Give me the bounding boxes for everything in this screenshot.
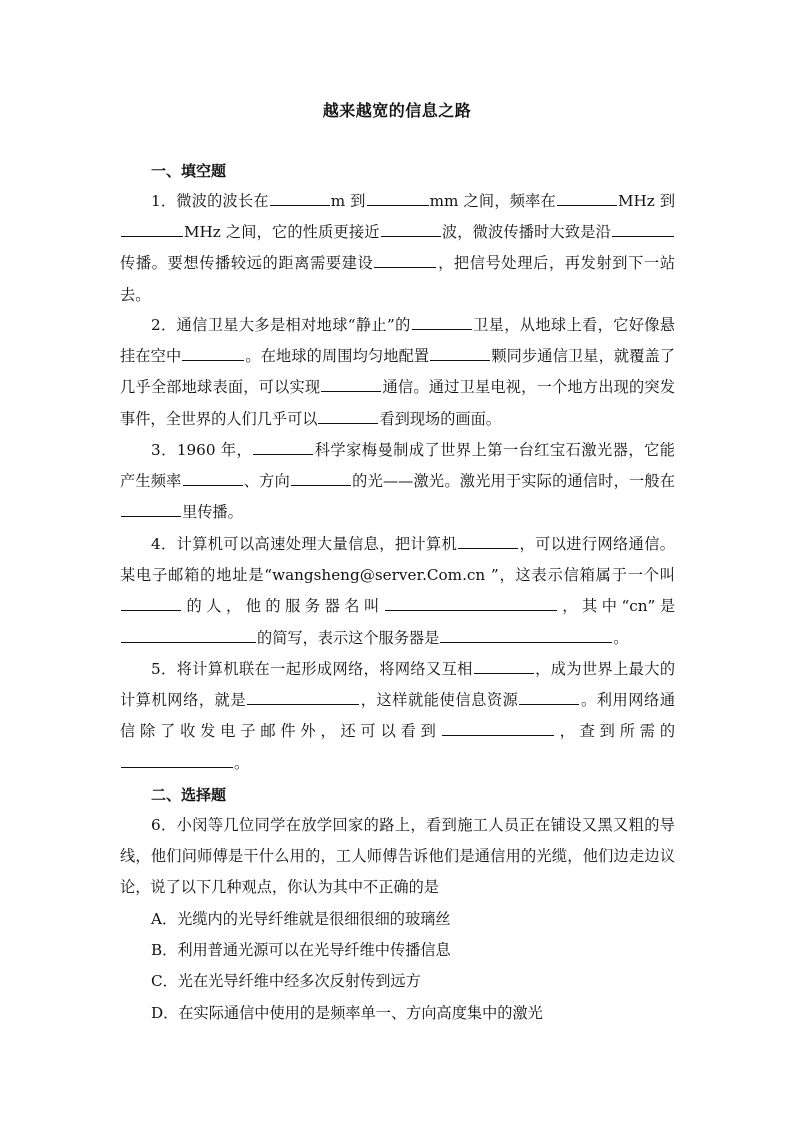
answer-blank [253, 440, 313, 455]
question-5-text: 。利用网络通信除了收发电子邮件外，还可以看到 [120, 691, 676, 741]
answer-blank [557, 191, 617, 206]
answer-blank [381, 222, 441, 237]
answer-blank [121, 596, 181, 611]
question-3 [120, 435, 675, 529]
question-3-text: 3．1960 年， [151, 441, 253, 459]
answer-blank [121, 502, 181, 517]
answer-blank [121, 628, 256, 643]
question-3-text: 、方向 [243, 472, 290, 491]
question-4-text: ，可以进行网络通信。某电子邮箱的地址是“wangsheng@server.Com.cn ”，这表示信箱属于一个叫 [120, 535, 675, 585]
answer-blank [430, 346, 490, 361]
question-4-text: 。 [613, 628, 629, 647]
section-heading-fill-in: 一、填空题 [151, 162, 227, 180]
answer-blank [519, 690, 579, 705]
answer-blank [367, 191, 429, 206]
question-2 [120, 310, 675, 435]
question-5-text: ，查到所需的 [554, 722, 676, 741]
question-5 [120, 654, 675, 779]
question-4 [120, 529, 675, 654]
answer-blank [318, 409, 378, 424]
option-a: A．光缆内的光导纤维就是很细很细的玻璃丝 [151, 910, 451, 928]
answer-blank [182, 346, 244, 361]
answer-blank [247, 690, 359, 705]
question-1-text: MHz 之间，它的性质更接近 [184, 223, 380, 242]
question-1-text: 1．微波的波长在 [151, 192, 269, 210]
question-3-text: 科学家梅曼制成了世界上第一台红宝石激光器，它能产生频率 [120, 441, 675, 491]
question-2-text: 2．通信卫星大多是相对地球“静止”的 [151, 316, 411, 334]
question-4-text: ，其中“cn”是 [557, 597, 676, 616]
answer-blank [183, 471, 243, 486]
question-4-text: 的简写，表示这个服务器是 [257, 628, 440, 647]
question-5-text: 5．将计算机联在一起形成网络，将网络又互相 [151, 660, 473, 678]
question-5-text: 。 [234, 753, 250, 772]
question-1-text: MHz 到 [617, 192, 676, 210]
question-5-text: ，这样就能使信息资源 [360, 691, 519, 710]
question-1 [120, 186, 675, 311]
answer-blank [474, 659, 534, 674]
question-6-stem: 6．小闵等几位同学在放学回家的路上，看到施工人员正在铺设又黑又粗的导线，他们问师傅是干什么用的，工人师傅告诉他们是通信用的光缆，他们边走边议论，说了以下几种观点，你认为其中不正确的是 [120, 816, 675, 897]
answer-blank [612, 222, 674, 237]
option-d: D．在实际通信中使用的是频率单一、方向高度集中的激光 [151, 1004, 543, 1022]
question-1-text: 传播。要想传播较远的距离需要建设 [120, 254, 374, 273]
answer-blank [458, 534, 518, 549]
question-1-text: m 到 [330, 192, 366, 210]
section-heading-multiple-choice: 二、选择题 [151, 786, 227, 804]
question-4-text: 4．计算机可以高速处理大量信息，把计算机 [151, 535, 458, 553]
question-1-text: 波，微波传播时大致是沿 [441, 223, 612, 242]
question-1-text: mm 之间，频率在 [429, 192, 556, 210]
question-3-text: 里传播。 [182, 503, 243, 522]
answer-blank [385, 596, 557, 611]
answer-blank [321, 377, 381, 392]
question-1-text: ，把信号处理后，再发射到下一站去。 [120, 254, 676, 304]
question-2-text: 卫星，从地球上看，它好像悬挂在空中 [120, 316, 675, 366]
answer-blank [374, 253, 436, 268]
question-3-text: 的光——激光。激光用于实际的通信时，一般在 [351, 472, 676, 491]
option-c: C．光在光导纤维中经多次反射传到远方 [151, 972, 421, 990]
question-2-text: 通信。通过卫星电视，一个地方出现的突发事件，全世界的人们几乎可以 [120, 378, 675, 428]
document-title: 越来越宽的信息之路 [322, 101, 472, 120]
question-2-text: 。在地球的周围均匀地配置 [245, 347, 430, 366]
answer-blank [440, 628, 612, 643]
option-b: B．利用普通光源可以在光导纤维中传播信息 [151, 941, 451, 959]
answer-blank [121, 222, 183, 237]
question-2-text: 看到现场的画面。 [379, 409, 501, 428]
question-4-text: 的人，他的服务器名叫 [182, 597, 384, 616]
answer-blank [291, 471, 351, 486]
answer-blank [121, 753, 233, 768]
question-2-text: 颗同步通信卫星，就覆盖了几乎全部地球表面，可以实现 [120, 347, 676, 397]
question-5-text: ，成为世界上最大的计算机网络，就是 [120, 660, 676, 710]
answer-blank [270, 191, 330, 206]
answer-blank [442, 721, 554, 736]
answer-blank [412, 315, 472, 330]
